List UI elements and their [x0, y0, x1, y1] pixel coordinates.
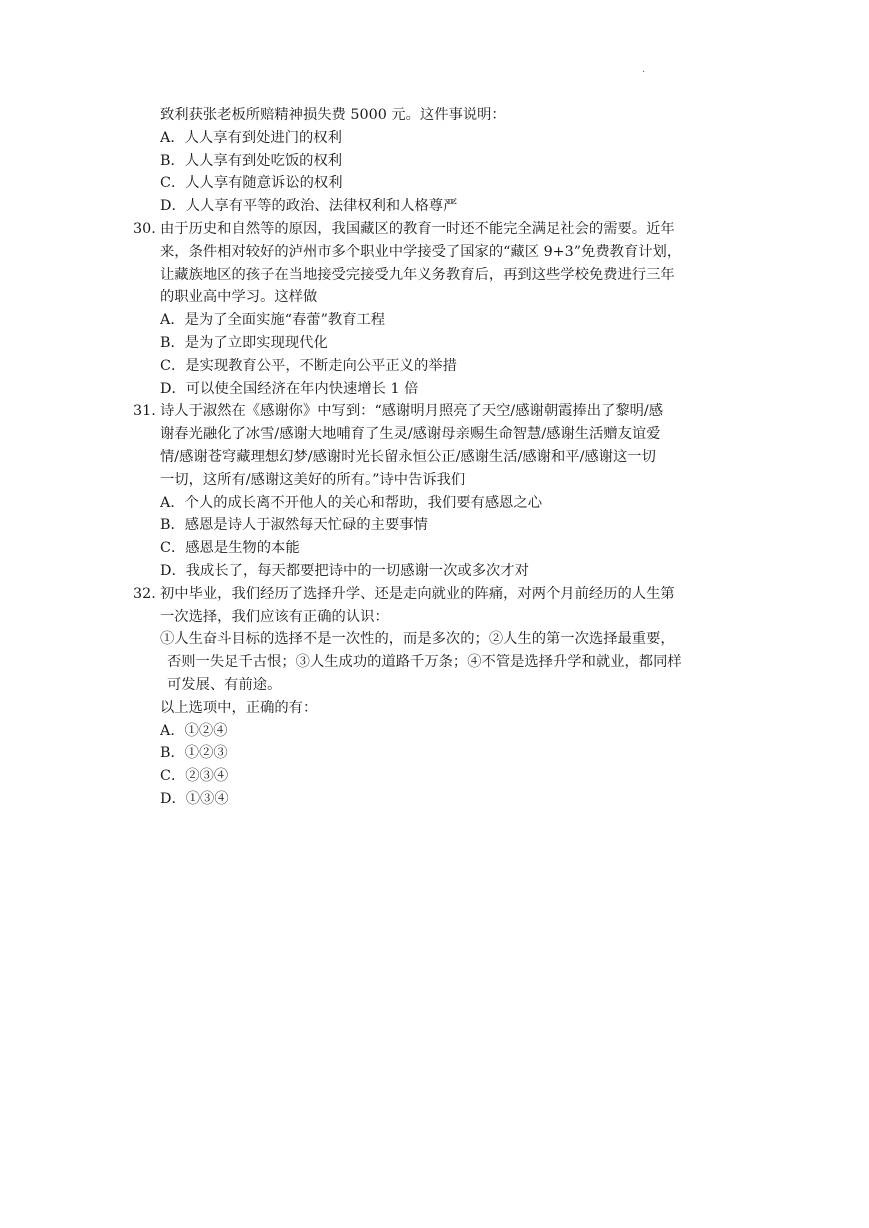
- answer-option-b: B．是为了立即实现现代化: [160, 334, 328, 351]
- question-number: 31.: [133, 403, 156, 420]
- question-text: 诗人于淑然在《感谢你》中写到：“感谢明月照亮了天空/感谢朝霞捧出了黎明/感: [160, 403, 664, 420]
- answer-option-c: C．人人享有随意诉讼的权利: [160, 175, 343, 192]
- exam-page-content: [133, 104, 723, 811]
- page-marker-dot: .: [642, 64, 646, 75]
- question-text-line: [133, 400, 723, 423]
- question-29-tail: [133, 104, 723, 218]
- question-text-line: 情/感谢苍穹藏理想幻梦/感谢时光长留永恒公正/感谢生活/感谢和平/感谢这一切: [160, 448, 656, 465]
- question-number: 32.: [133, 585, 156, 602]
- question-32: [133, 583, 723, 811]
- question-text-line: 的职业高中学习。这样做: [160, 289, 318, 306]
- question-31: [133, 400, 723, 582]
- question-text-line: 一次选择，我们应该有正确的认识：: [160, 608, 389, 625]
- question-text-line: 来，条件相对较好的泸州市多个职业中学接受了国家的“藏区 9+3”免费教育计划，: [160, 243, 682, 260]
- answer-option-b: B．感恩是诗人于淑然每天忙碌的主要事情: [160, 517, 428, 534]
- question-prompt: 以上选项中，正确的有：: [160, 699, 318, 716]
- answer-option-c: C．感恩是生物的本能: [160, 540, 300, 557]
- answer-option-c: C．②③④: [160, 768, 229, 785]
- answer-option-a: A．个人的成长离不开他人的关心和帮助，我们要有感恩之心: [160, 494, 543, 511]
- question-text-line: 致利获张老板所赔精神损失费 5000 元。这件事说明：: [160, 107, 506, 123]
- question-text-line: 一切，这所有/感谢这美好的所有。”诗中告诉我们: [160, 471, 466, 488]
- question-text-line: 让藏族地区的孩子在当地接受完接受九年义务教育后，再到这些学校免费进行三年: [160, 266, 675, 283]
- answer-option-c: C．是实现教育公平，不断走向公平正义的举措: [160, 357, 457, 374]
- question-number: 30.: [133, 220, 156, 237]
- answer-option-b: B．人人享有到处吃饭的权利: [160, 152, 343, 169]
- answer-option-b: B．①②③: [160, 745, 228, 762]
- answer-option-a: A．人人享有到处进门的权利: [160, 129, 342, 146]
- statement-line: 可发展、有前途。: [167, 676, 282, 693]
- answer-option-d: D．可以使全国经济在年内快速增长 1 倍: [160, 380, 419, 397]
- question-text-line: 谢春光融化了冰雪/感谢大地哺育了生灵/感谢母亲赐生命智慧/感谢生活赠友谊爱: [160, 426, 661, 443]
- question-text: 由于历史和自然等的原因，我国藏区的教育一时还不能完全满足社会的需要。近年: [160, 220, 675, 237]
- question-text-line: [133, 218, 723, 241]
- question-text: 初中毕业，我们经历了选择升学、还是走向就业的阵痛，对两个月前经历的人生第: [160, 585, 675, 602]
- question-30: [133, 218, 723, 400]
- answer-option-d: D．人人享有平等的政治、法律权利和人格尊严: [160, 198, 458, 215]
- answer-option-a: A．是为了全面实施“春蕾”教育工程: [160, 312, 386, 329]
- answer-option-d: D．我成长了，每天都要把诗中的一切感谢一次或多次才对: [160, 562, 529, 579]
- answer-option-d: D．①③④: [160, 790, 229, 807]
- question-text-line: [133, 583, 723, 606]
- answer-option-a: A．①②④: [160, 722, 228, 739]
- statement-line: ①人生奋斗目标的选择不是一次性的，而是多次的；②人生的第一次选择最重要，: [160, 631, 675, 648]
- statement-line: 否则一失足千古恨；③人生成功的道路千万条；④不管是选择升学和就业，都同样: [167, 654, 682, 671]
